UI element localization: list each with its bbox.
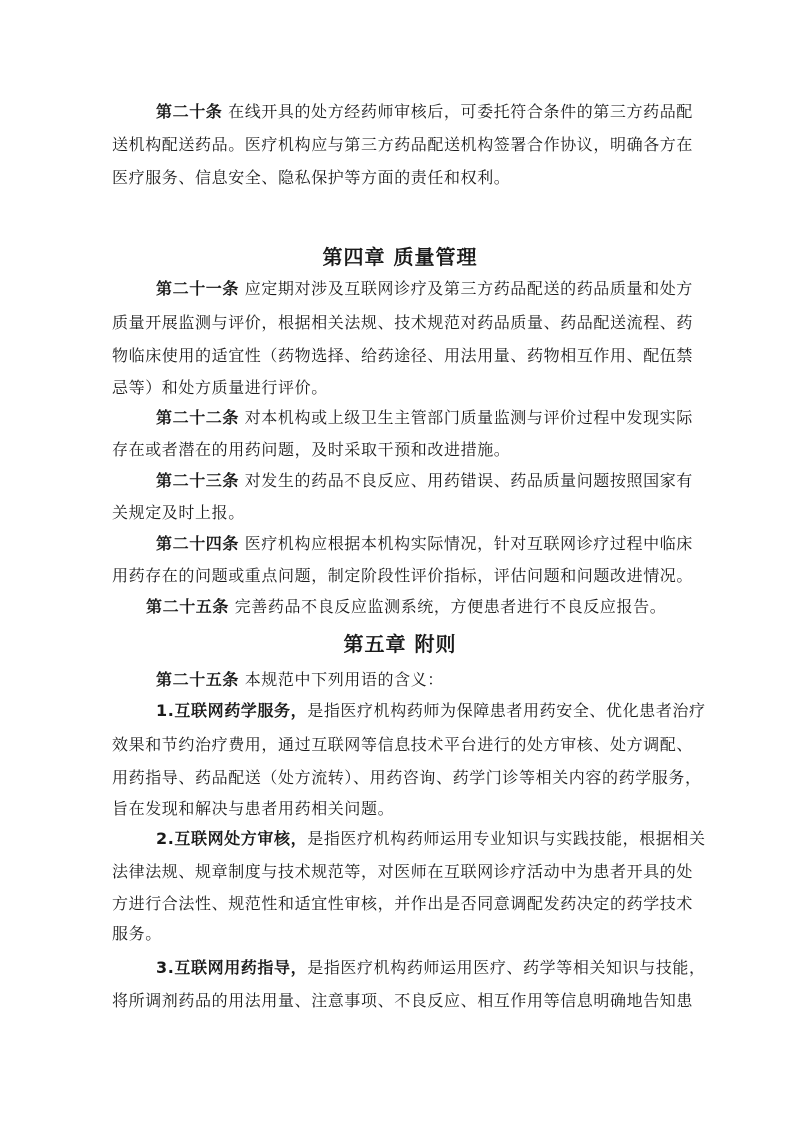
definition-2-line-2: 法律法规、规章制度与技术规范等，对医师在互联网诊疗活动中为患者开具的处: [112, 862, 694, 881]
article-20-line-3: 医疗服务、信息安全、隐私保护等方面的责任和权利。: [112, 168, 511, 187]
article-25b-label: 第二十五条: [156, 670, 240, 689]
article-21-line-1: 第二十一条 应定期对涉及互联网诊疗及第三方药品配送的药品质量和处方: [156, 279, 693, 298]
article-25b-line-1: 第二十五条 本规范中下列用语的含义：: [156, 670, 444, 689]
chapter-5-heading: 第五章 附则: [343, 632, 457, 656]
article-23-label: 第二十三条: [156, 471, 240, 490]
article-22-label: 第二十二条: [156, 408, 240, 427]
article-20-line-1: 第二十条 在线开具的处方经药师审核后，可委托符合条件的第三方药品配: [156, 102, 693, 121]
article-22-line-2: 存在或者潜在的用药问题，及时采取干预和改进措施。: [112, 440, 511, 459]
definition-2-line-3: 方进行合法性、规范性和适宜性审核，并作出是否同意调配发药决定的药学技术: [112, 894, 694, 913]
article-23-line-2: 关规定及时上报。: [112, 503, 245, 522]
definition-1-line-4: 旨在发现和解决与患者用药相关问题。: [112, 799, 395, 818]
definition-2-line-1: 2.互联网处方审核，是指医疗机构药师运用专业知识与实践技能，根据相关: [156, 829, 706, 848]
article-24-line-2: 用药存在的问题或重点问题，制定阶段性评价指标，评估问题和问题改进情况。: [112, 566, 694, 585]
article-21-line-3: 物临床使用的适宜性（药物选择、给药途径、用法用量、药物相互作用、配伍禁: [112, 346, 694, 365]
article-24-line-1: 第二十四条 医疗机构应根据本机构实际情况，针对互联网诊疗过程中临床: [156, 534, 693, 553]
definition-3-line-2: 将所调剂药品的用法用量、注意事项、不良反应、相互作用等信息明确地告知患: [112, 991, 694, 1010]
article-21-line-2: 质量开展监测与评价，根据相关法规、技术规范对药品质量、药品配送流程、药: [112, 313, 694, 332]
definition-1-line-1: 1.互联网药学服务，是指医疗机构药师为保障患者用药安全、优化患者治疗: [156, 701, 706, 720]
article-23-line-1: 第二十三条 对发生的药品不良反应、用药错误、药品质量问题按照国家有: [156, 471, 693, 490]
article-25a-label: 第二十五条: [146, 597, 230, 616]
article-22-line-1: 第二十二条 对本机构或上级卫生主管部门质量监测与评价过程中发现实际: [156, 408, 693, 427]
definition-1-line-3: 用药指导、药品配送（处方流转）、用药咨询、药学门诊等相关内容的药学服务，: [112, 768, 702, 787]
definition-2-term: 2.互联网处方审核，: [156, 829, 308, 848]
article-25a-line-1: 第二十五条 完善药品不良反应监测系统，方便患者进行不良反应报告。: [146, 597, 667, 616]
article-21-line-4: 忌等）和处方质量进行评价。: [112, 378, 328, 397]
definition-1-line-2: 效果和节约治疗费用，通过互联网等信息技术平台进行的处方审核、处方调配、: [112, 735, 694, 754]
definition-3-line-1: 3.互联网用药指导，是指医疗机构药师运用医疗、药学等相关知识与技能，: [156, 958, 706, 977]
article-24-label: 第二十四条: [156, 534, 240, 553]
definition-3-term: 3.互联网用药指导，: [156, 958, 308, 977]
article-20-line-2: 送机构配送药品。医疗机构应与第三方药品配送机构签署合作协议，明确各方在: [112, 135, 694, 154]
definition-1-term: 1.互联网药学服务，: [156, 701, 308, 720]
chapter-4-heading: 第四章 质量管理: [322, 245, 478, 269]
article-20-label: 第二十条: [156, 102, 223, 121]
article-21-label: 第二十一条: [156, 279, 240, 298]
definition-2-line-4: 服务。: [112, 924, 162, 943]
